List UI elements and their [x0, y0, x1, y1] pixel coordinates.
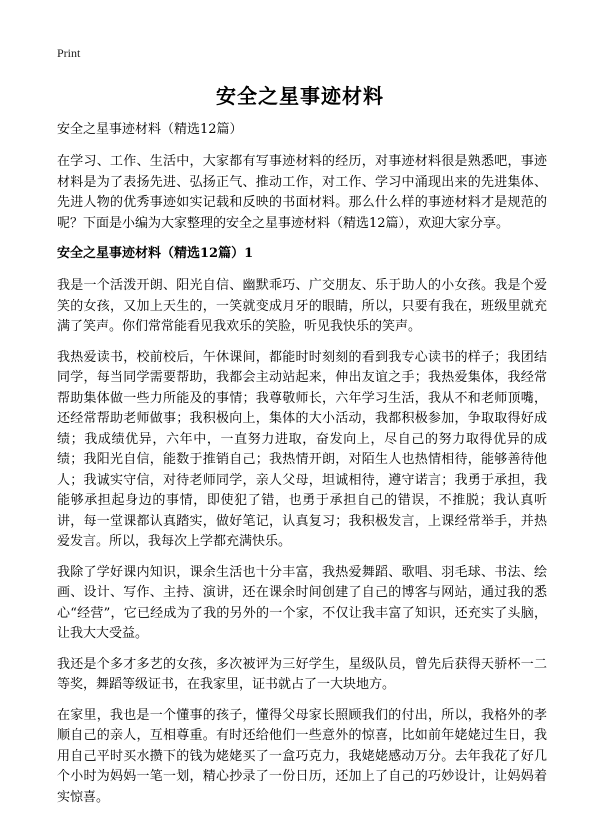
body-paragraph: 我热爱读书，校前校后，午休课间，都能时时刻刻的看到我专心读书的样子；我团结同学，每当同学需要帮助，我都会主动站起来，伸出友谊之手；我热爱集体，我经常帮助集体做一些力所能及的事情；我尊敬师长，六年学习生活，我从不和老师顶嘴，还经常帮助老师做事；我积极向上，集体的大小活动，我都积极参加，争取取得好成绩；我成绩优异，六年中，一直努力进取，奋发向上，尽自己的努力取得优异的成绩；我阳光自信，能数于推销自己；我热情开朗，对陌生人也热情相待，能够善待他人；我诚实守信，对待老师同学，亲人父母，坦诚相待，遵守诺言；我勇于承担，我能够承担起身边的事情，即使犯了错，也勇于承担自己的错误，不推脱；我认真听讲，每一堂课都认真踏实，做好笔记，认真复习；我积极发言，上课经常举手，并热爱发言。所以，我每次上学都充满快乐。	[57, 349, 547, 549]
body-paragraph: 我除了学好课内知识，课余生活也十分丰富，我热爱舞蹈、歌唱、羽毛球、书法、绘画、设计、写作、主持、演讲，还在课余时间创建了自己的博客与网站，通过我的悉心“经营”，它已经成为了我的另外的一个家，不仅让我丰富了知识，还充实了头脑，让我大大受益。	[57, 564, 547, 641]
body-paragraph: 在家里，我也是一个懂事的孩子，懂得父母家长照顾我们的付出，所以，我格外的孝顺自己的亲人，互相尊重。有时还给他们一些意外的惊喜，比如前年姥姥过生日，我用自己平时买水攒下的钱为姥姥买了一盒巧克力，我姥姥感动万分。去年我花了好几个小时为妈妈一笔一划，精心抄录了一份日历，还加上了自己的巧妙设计，让妈妈着实惊喜。	[57, 707, 547, 805]
body-paragraph: 我还是个多才多艺的女孩，多次被评为三好学生，星级队员，曾先后获得天骄杯一二等奖，舞蹈等级证书，在我家里，证书就占了一大块地方。	[57, 656, 547, 692]
body-paragraph: 我是一个活泼开朗、阳光自信、幽默乖巧、广交朋友、乐于助人的小女孩。我是个爱笑的女孩，又加上天生的，一笑就变成月牙的眼睛，所以，只要有我在，班级里就充满了笑声。你们常常能看见我欢乐的笑脸，听见我快乐的笑声。	[57, 278, 547, 334]
section-heading: 安全之星事迹材料（精选12篇）1	[57, 246, 254, 261]
intro-paragraph: 在学习、工作、生活中，大家都有写事迹材料的经历，对事迹材料很是熟悉吧，事迹材料是为了表扬先进、弘扬正气、推动工作，对工作、学习中涌现出来的先进集体、先进人物的优秀事迹如实记载和反映的书面材料。那么什么样的事迹材料才是规范的呢？下面是小编为大家整理的安全之星事迹材料（精选12篇），欢迎大家分享。	[57, 154, 547, 231]
print-link[interactable]: Print	[57, 46, 81, 60]
document-title: 安全之星事迹材料	[216, 84, 384, 108]
document-subtitle: 安全之星事迹材料（精选12篇）	[57, 122, 243, 137]
document-body	[57, 120, 547, 818]
